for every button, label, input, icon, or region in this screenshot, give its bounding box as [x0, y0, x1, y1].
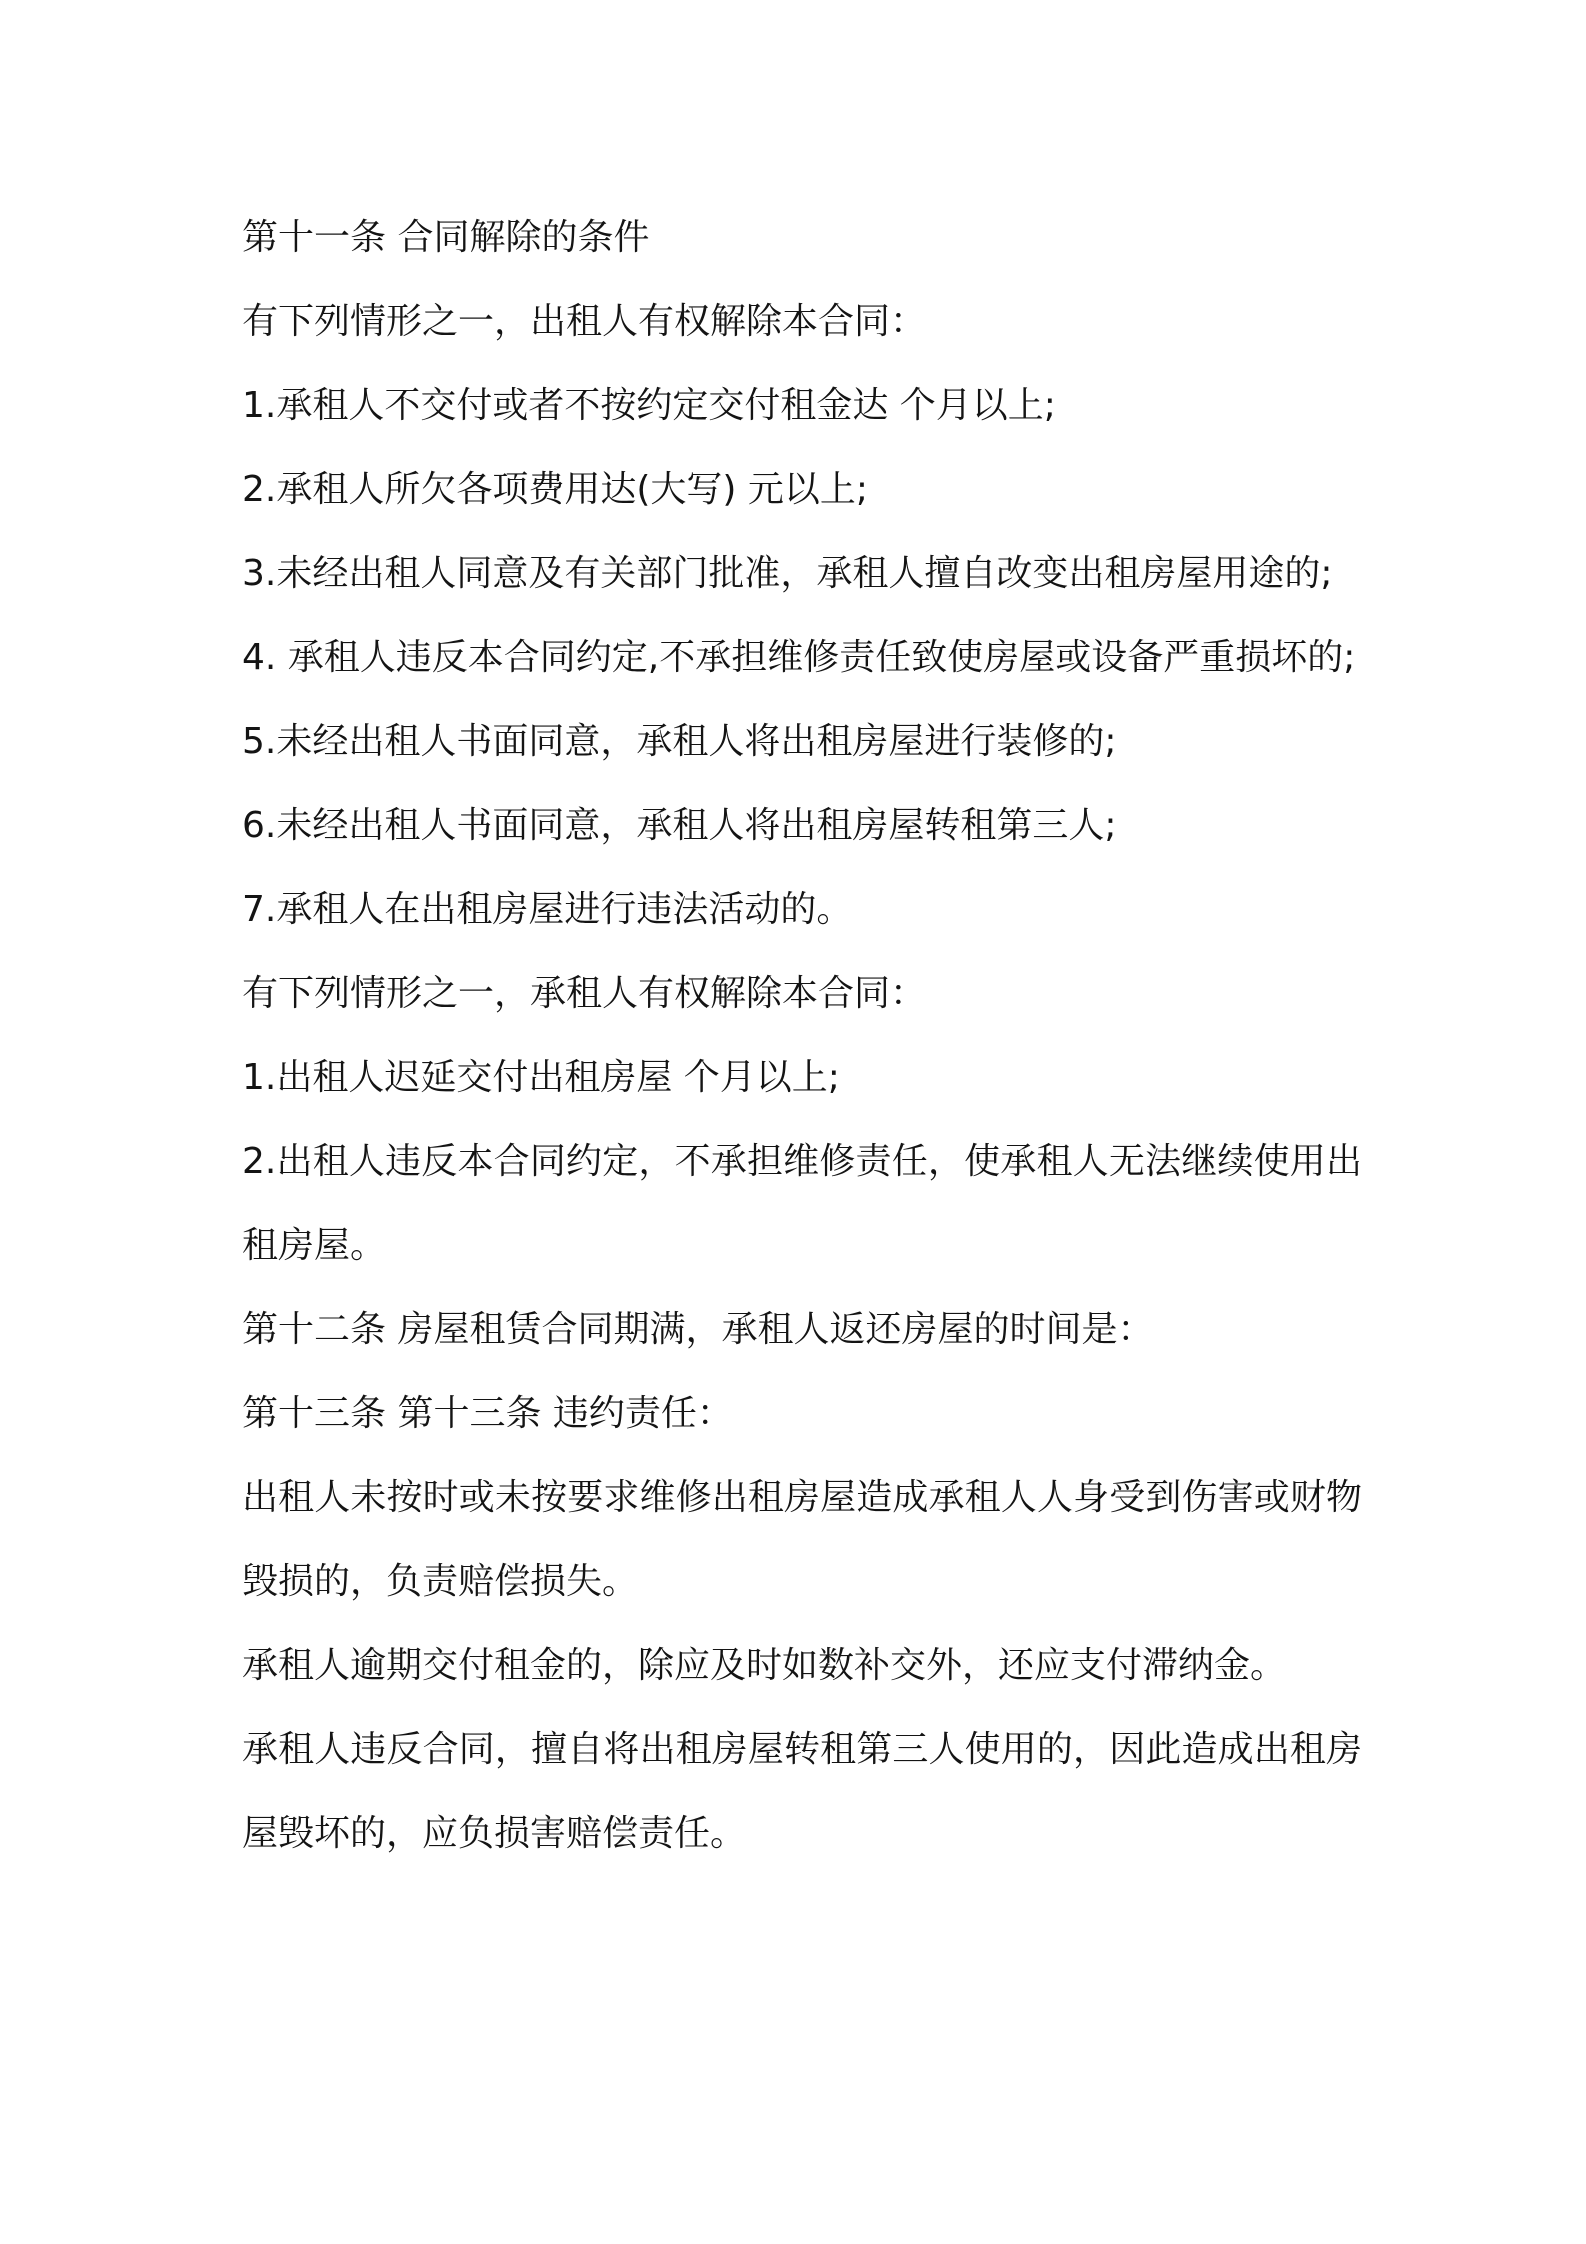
document-body [242, 196, 1362, 1876]
lessee-clause-1: 1.出租人迟延交付出租房屋 个月以上; [242, 1057, 840, 1098]
lessor-clause-2: 2.承租人所欠各项费用达(大写) 元以上; [242, 469, 869, 510]
lessor-clause-5: 5.未经出租人书面同意，承租人将出租房屋进行装修的; [242, 721, 1117, 762]
lessor-termination-intro: 有下列情形之一，出租人有权解除本合同： [242, 301, 927, 342]
article-12-heading: 第十二条 房屋租赁合同期满，承租人返还房屋的时间是： [242, 1309, 1154, 1350]
lessee-clause-2: 2.出租人违反本合同约定，不承担维修责任，使承租人无法继续使用出租房屋。 [242, 1141, 1362, 1266]
lessor-clause-6: 6.未经出租人书面同意，承租人将出租房屋转租第三人; [242, 805, 1117, 846]
lessor-clause-1: 1.承租人不交付或者不按约定交付租金达 个月以上; [242, 385, 1056, 426]
lessee-termination-intro: 有下列情形之一，承租人有权解除本合同： [242, 973, 927, 1014]
liability-paragraph-1: 出租人未按时或未按要求维修出租房屋造成承租人人身受到伤害或财物毁损的，负责赔偿损失。 [242, 1477, 1362, 1602]
lessor-clause-4: 4. 承租人违反本合同约定,不承担维修责任致使房屋或设备严重损坏的; [242, 637, 1356, 678]
liability-paragraph-2: 承租人逾期交付租金的，除应及时如数补交外，还应支付滞纳金。 [242, 1645, 1287, 1686]
article-13-heading: 第十三条 第十三条 违约责任： [242, 1393, 733, 1434]
lessor-clause-3: 3.未经出租人同意及有关部门批准，承租人擅自改变出租房屋用途的; [242, 553, 1333, 594]
article-11-heading: 第十一条 合同解除的条件 [242, 217, 650, 258]
liability-paragraph-3: 承租人违反合同，擅自将出租房屋转租第三人使用的，因此造成出租房屋毁坏的，应负损害赔偿责任。 [242, 1729, 1362, 1854]
lessor-clause-7: 7.承租人在出租房屋进行违法活动的。 [242, 889, 853, 930]
